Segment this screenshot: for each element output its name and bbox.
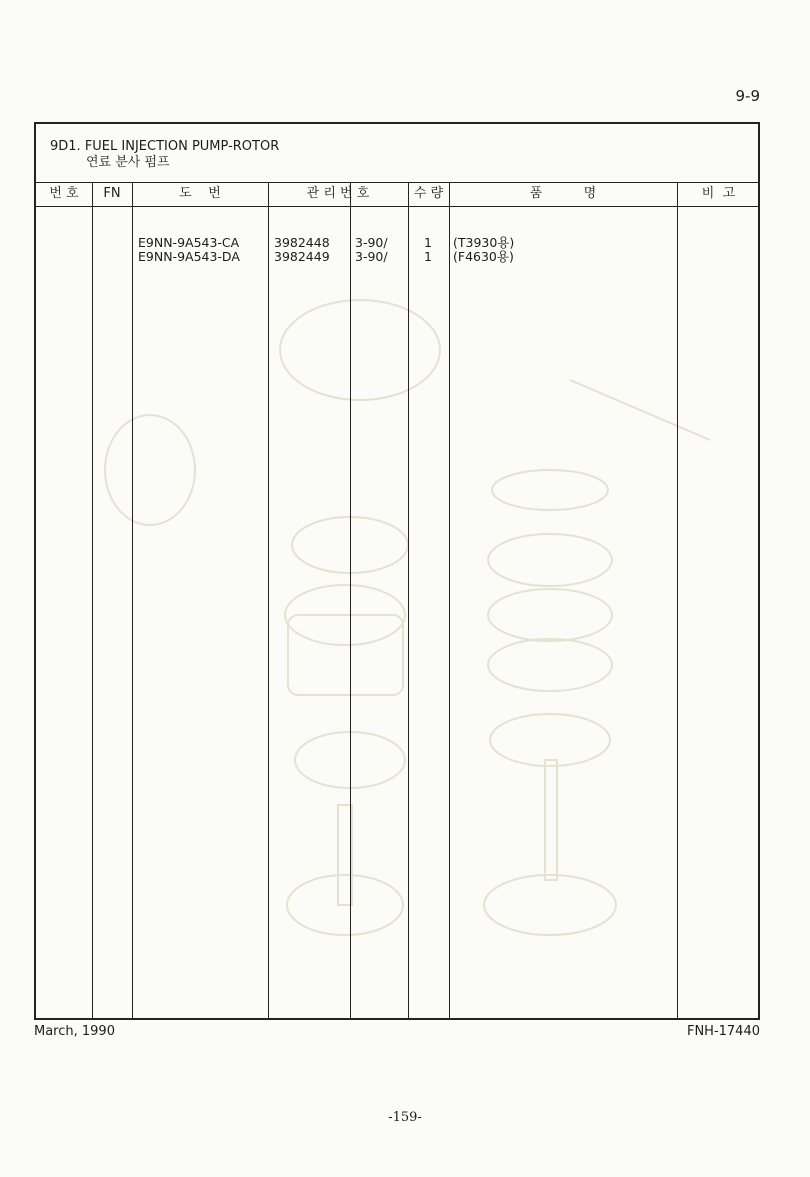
column-divider	[268, 182, 269, 1018]
column-divider	[408, 182, 409, 1018]
title-korean: 연료 분사 펌프	[86, 155, 170, 170]
row-1-quantity: 1	[424, 235, 432, 250]
row-2-part-number: E9NN-9A543-DA	[138, 249, 240, 264]
row-2-management-date: 3-90/	[355, 249, 388, 264]
header-fn: FN	[103, 186, 121, 201]
row-1-part-name: (T3930용)	[453, 235, 515, 250]
column-divider	[350, 182, 351, 1018]
header-remarks: 비 고	[701, 186, 736, 201]
parts-table-frame	[34, 122, 760, 1020]
title-english: 9D1. FUEL INJECTION PUMP-ROTOR	[50, 139, 280, 154]
row-2-part-name: (F4630용)	[453, 249, 514, 264]
page-number: 9-9	[735, 87, 760, 105]
header-management-number: 관 리 번 호	[306, 186, 370, 201]
row-2-management-number: 3982449	[274, 249, 330, 264]
page-footer-number: -159-	[388, 1110, 422, 1125]
header-item-no: 번 호	[49, 186, 79, 201]
section-title	[50, 139, 279, 171]
row-2-quantity: 1	[424, 249, 432, 264]
column-divider	[132, 182, 133, 1018]
header-quantity: 수 량	[413, 186, 444, 201]
column-divider	[677, 182, 678, 1018]
footer-document-number: FNH-17440	[686, 1024, 760, 1039]
footer-date: March, 1990	[34, 1024, 115, 1039]
header-part-number: 도 번	[179, 186, 221, 201]
column-divider	[449, 182, 450, 1018]
row-1-part-number: E9NN-9A543-CA	[138, 235, 240, 250]
column-divider	[92, 182, 93, 1018]
header-part-name: 품 명	[529, 186, 597, 201]
header-bottom-rule	[36, 206, 758, 207]
row-1-management-number: 3982448	[274, 235, 330, 250]
row-1-management-date: 3-90/	[355, 235, 388, 250]
